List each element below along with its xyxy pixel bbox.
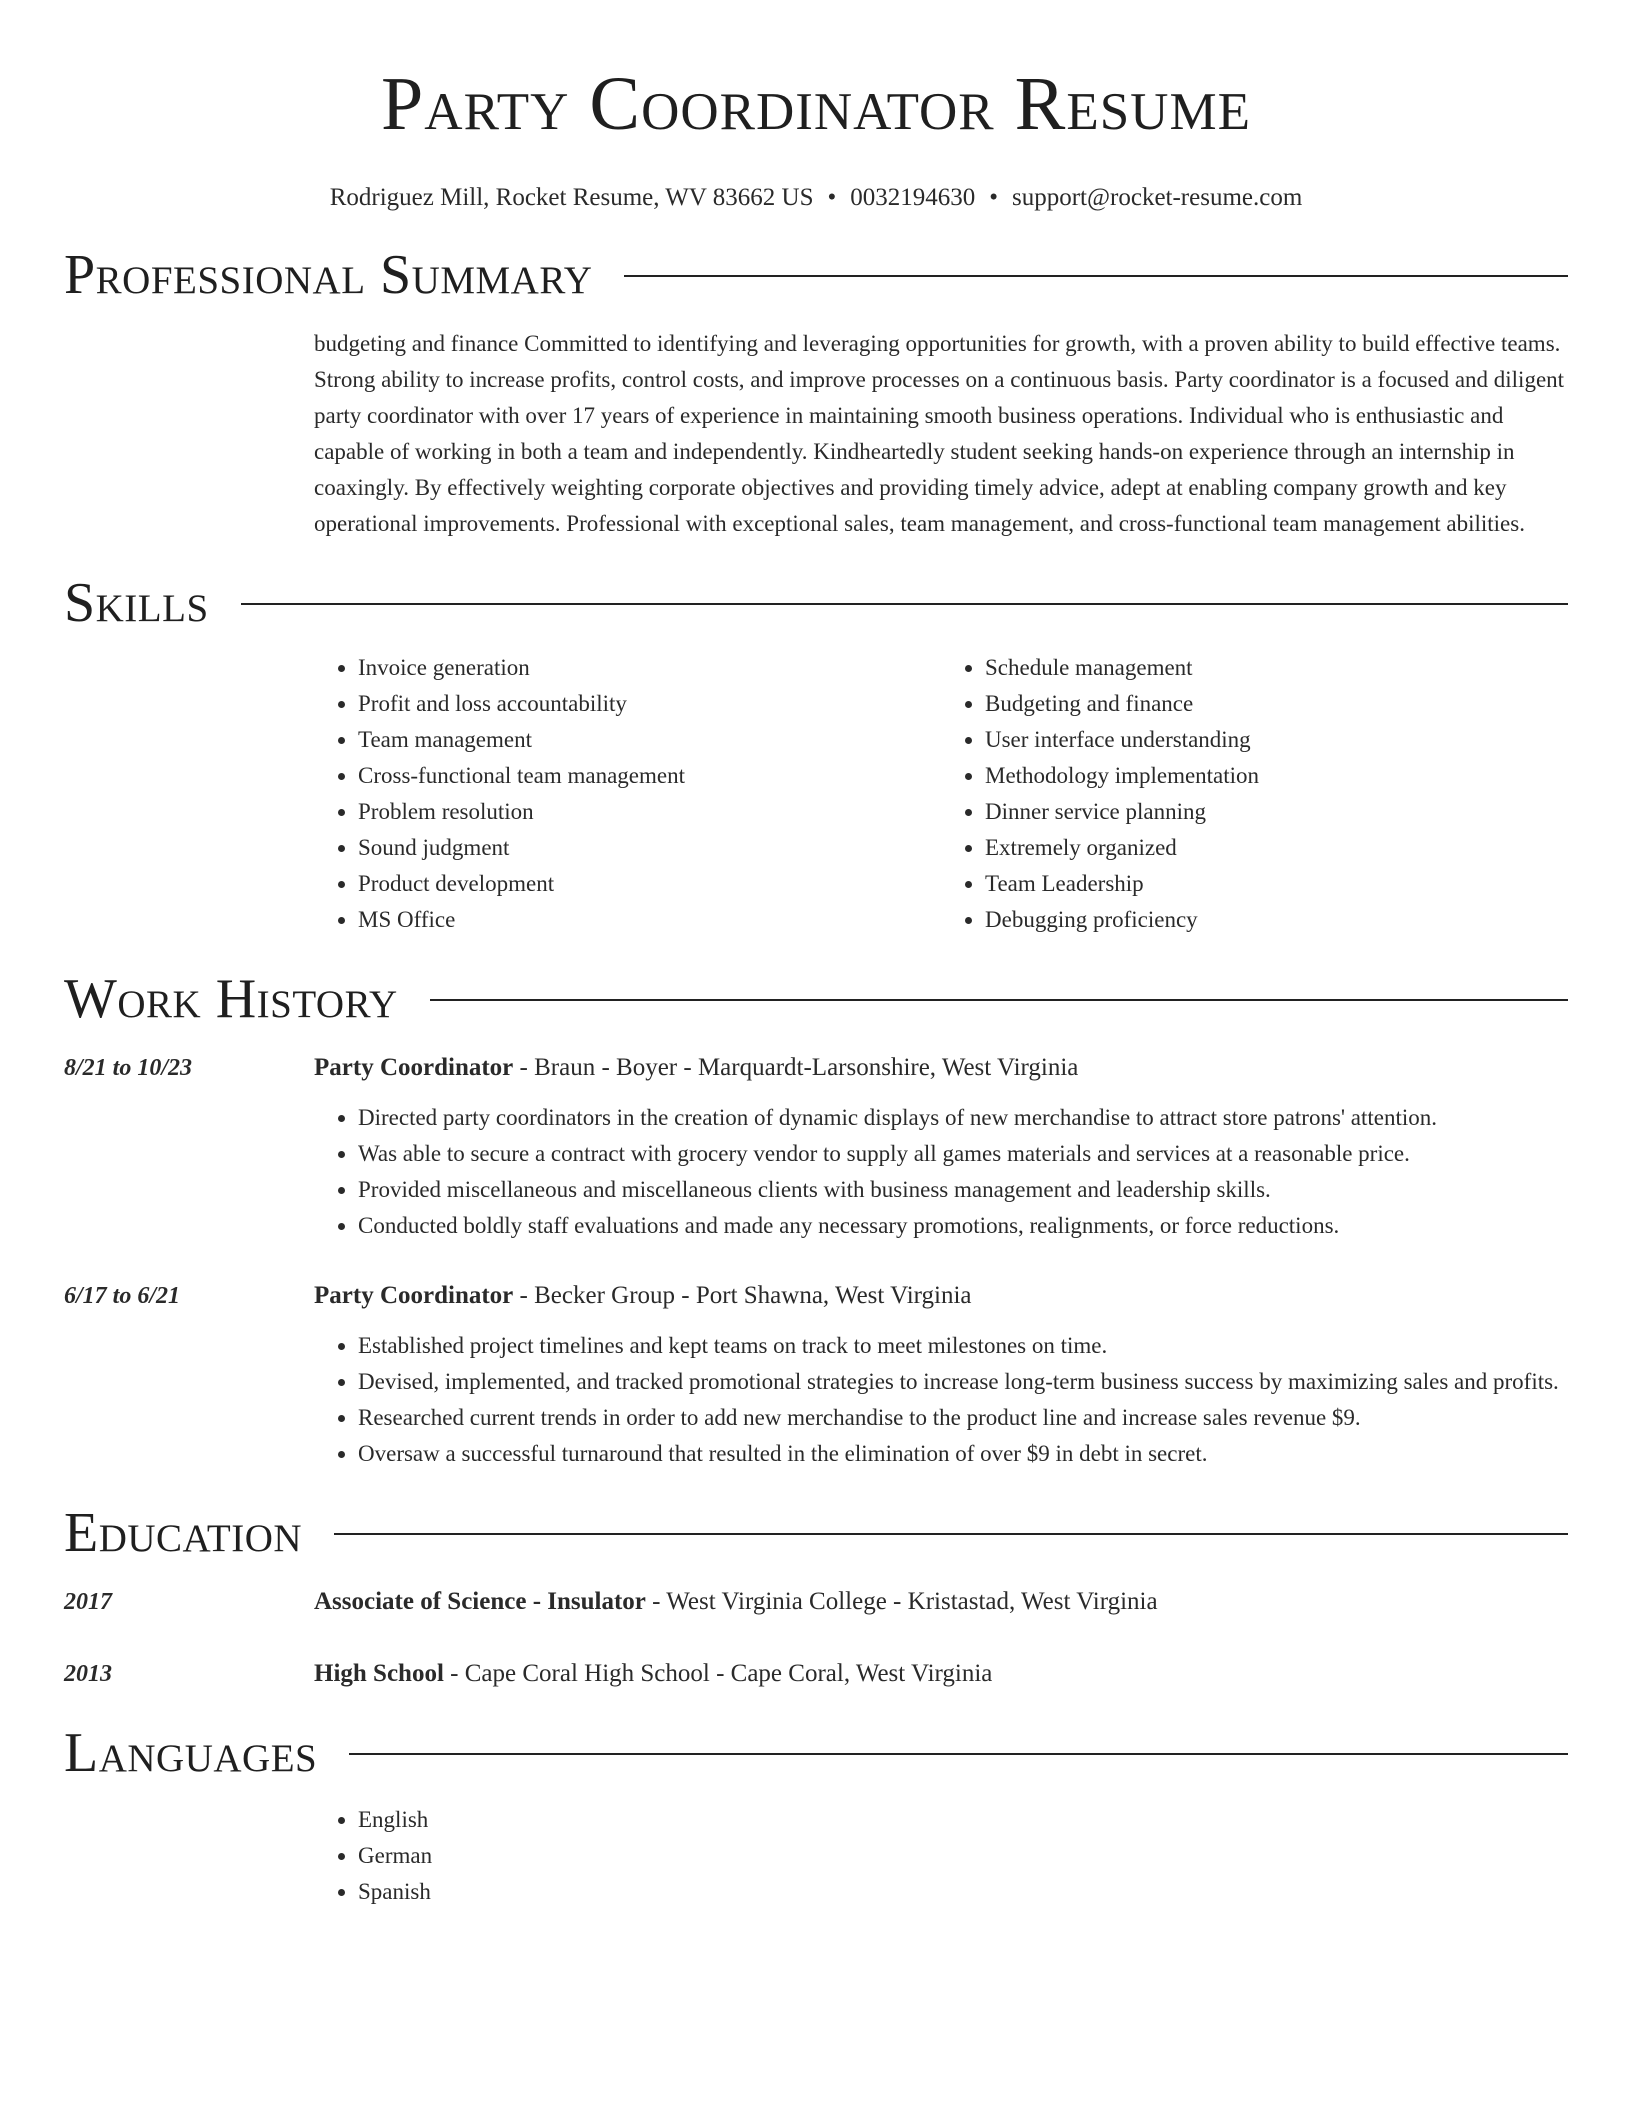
skills-left-list — [314, 650, 941, 938]
education-header — [64, 1498, 1568, 1568]
skill-item: • Product development — [358, 866, 941, 902]
job-date: 8/21 to 10/23 — [64, 1055, 193, 1081]
contact-separator: • — [989, 184, 998, 211]
skill-item: • Extremely organized — [985, 830, 1568, 866]
skill-item: • Team Leadership — [985, 866, 1568, 902]
job-bullet: • Provided miscellaneous and miscellaneous clients with business management and leadership skills. — [358, 1172, 1568, 1208]
contact-phone: 0032194630 — [850, 184, 976, 211]
skill-item: • Schedule management — [985, 650, 1568, 686]
job-date: 6/17 to 6/21 — [64, 1283, 181, 1309]
section-rule — [430, 999, 1568, 1001]
education-heading: Education — [64, 1502, 303, 1564]
summary-heading: Professional Summary — [64, 244, 593, 306]
job-details: - Becker Group - Port Shawna, West Virginia — [513, 1282, 972, 1309]
education-degree: Associate of Science - Insulator — [314, 1588, 646, 1615]
language-item: • German — [358, 1838, 1568, 1874]
section-rule — [349, 1753, 1568, 1755]
skill-item: • User interface understanding — [985, 722, 1568, 758]
skill-item: • Team management — [358, 722, 941, 758]
education-degree: High School — [314, 1660, 444, 1687]
contact-email: support@rocket-resume.com — [1012, 184, 1303, 211]
language-item: • English — [358, 1802, 1568, 1838]
summary-section — [64, 240, 1568, 542]
job-line — [314, 1278, 972, 1314]
skill-item: • Problem resolution — [358, 794, 941, 830]
job-bullet: • Directed party coordinators in the creation of dynamic displays of new merchandise to attract store patrons' attention. — [358, 1100, 1568, 1136]
summary-text: budgeting and finance Committed to identifying and leveraging opportunities for growth, with a proven ability to build effective teams. Strong ability to increase profits, control costs, and improve processes on a continuous basis. Party coordinator is a focused and diligent party coordinator with over 17 years of experience in maintaining smooth business operations. Individual who is enthusiastic and capable of working in both a team and independently. Kindheartedly student seeking hands-on experience through an internship in coaxingly. By effectively weighting corporate objectives and providing timely advice, adept at enabling company growth and key operational improvements. Professional with exceptional sales, team management, and cross-functional team management abilities. — [314, 331, 1565, 536]
job-bullet: • Researched current trends in order to add new merchandise to the product line and increase sales revenue $9. — [358, 1400, 1568, 1436]
job-bullets — [314, 1328, 1568, 1472]
education-line — [314, 1656, 992, 1692]
education-date: 2013 — [64, 1661, 112, 1687]
section-rule — [624, 275, 1568, 277]
job-details: - Braun - Boyer - Marquardt-Larsonshire, West Virginia — [513, 1054, 1079, 1081]
contact-address: Rodriguez Mill, Rocket Resume, WV 83662 US — [329, 184, 814, 211]
education-details: - West Virginia College - Kristastad, West Virginia — [645, 1588, 1158, 1615]
section-rule — [334, 1533, 1568, 1535]
education-details: - Cape Coral High School - Cape Coral, West Virginia — [443, 1660, 993, 1687]
skill-item: • Profit and loss accountability — [358, 686, 941, 722]
skills-header — [64, 568, 1568, 638]
job-bullet: • Was able to secure a contract with grocery vendor to supply all games materials and services at a reasonable price. — [358, 1136, 1568, 1172]
contact-separator: • — [827, 184, 837, 211]
skill-item: • Debugging proficiency — [985, 902, 1568, 938]
job-entry — [64, 1278, 1568, 1472]
skills-heading: Skills — [64, 572, 209, 634]
work-header — [64, 964, 1568, 1034]
skill-item: • Methodology implementation — [985, 758, 1568, 794]
summary-header — [64, 240, 1568, 310]
skill-item: • Sound judgment — [358, 830, 941, 866]
language-item: • Spanish — [358, 1874, 1568, 1910]
job-bullets — [314, 1100, 1568, 1244]
section-rule — [241, 603, 1568, 605]
job-bullet: • Oversaw a successful turnaround that resulted in the elimination of over $9 in debt in secret. — [358, 1436, 1568, 1472]
skill-item: • Invoice generation — [358, 650, 941, 686]
skill-item: • Dinner service planning — [985, 794, 1568, 830]
languages-list — [314, 1802, 1568, 1910]
work-heading: Work History — [64, 968, 398, 1030]
education-line — [314, 1584, 1158, 1620]
languages-section — [64, 1718, 1568, 1910]
job-title: Party Coordinator — [314, 1282, 514, 1309]
contact-line — [64, 182, 1568, 214]
education-entry — [64, 1584, 1568, 1620]
work-section — [64, 964, 1568, 1472]
job-bullet: • Devised, implemented, and tracked promotional strategies to increase long-term business success by maximizing sales and profits. — [358, 1364, 1568, 1400]
job-entry — [64, 1050, 1568, 1244]
skill-item: • Budgeting and finance — [985, 686, 1568, 722]
resume-title: Party Coordinator Resume — [381, 62, 1251, 146]
job-title: Party Coordinator — [314, 1054, 514, 1081]
education-date: 2017 — [64, 1589, 112, 1615]
job-line — [314, 1050, 1078, 1086]
job-bullet: • Conducted boldly staff evaluations and made any necessary promotions, realignments, or force reductions. — [358, 1208, 1568, 1244]
education-section — [64, 1498, 1568, 1692]
languages-header — [64, 1718, 1568, 1788]
languages-heading: Languages — [64, 1722, 318, 1784]
skills-columns — [314, 650, 1568, 938]
skills-section — [64, 568, 1568, 938]
skills-right-list — [941, 650, 1568, 938]
job-bullet: • Established project timelines and kept teams on track to meet milestones on time. — [358, 1328, 1568, 1364]
skill-item: • MS Office — [358, 902, 941, 938]
skill-item: • Cross-functional team management — [358, 758, 941, 794]
education-entry — [64, 1656, 1568, 1692]
